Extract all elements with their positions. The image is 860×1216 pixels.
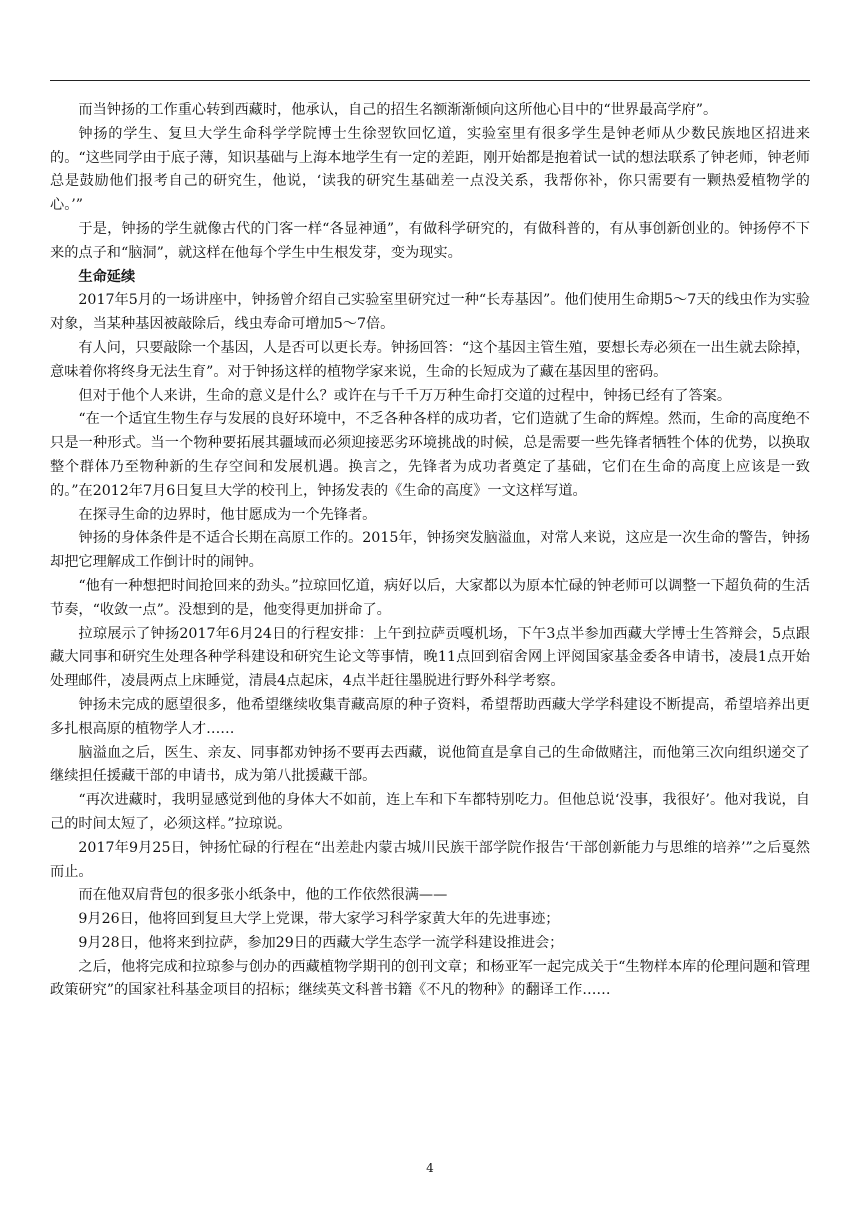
paragraph: 钟扬的学生、复旦大学生命科学学院博士生徐翌钦回忆道，实验室里有很多学生是钟老师从少数民族地区招进来的。“这些同学由于底子薄，知识基础与上海本地学生有一定的差距，刚开始都是抱着试一试的想法联系了钟老师，钟老师总是鼓励他们报考自己的研究生，他说，‘读我的研究生基础差一点没关系，我帮你补，你只需要有一颗热爱植物学的心。’” [50, 125, 810, 214]
paragraph: 脑溢血之后，医生、亲友、同事都劝钟扬不要再去西藏，说他简直是拿自己的生命做赌注，而他第三次向组织递交了继续担任援藏干部的申请书，成为第八批援藏干部。 [50, 744, 810, 785]
section-heading: 生命延续 [78, 268, 136, 285]
paragraph: 但对于他个人来讲，生命的意义是什么？或许在与千千万万种生命打交道的过程中，钟扬已经有了答案。 [78, 387, 732, 404]
paragraph: 而在他双肩背包的很多张小纸条中，他的工作依然很满—— [78, 887, 448, 904]
paragraph: 9月26日，他将回到复旦大学上党课，带大家学习科学家黄大年的先进事迹； [78, 911, 560, 928]
paragraph: 之后，他将完成和拉琼参与创办的西藏植物学期刊的创刊文章；和杨亚军一起完成关于“生物样本库的伦理问题和管理政策研究”的国家社科基金项目的招标；继续英文科普书籍《不凡的物种》的翻译工作…… [50, 958, 810, 999]
paragraph: 钟扬的身体条件是不适合长期在高原工作的。2015年，钟扬突发脑溢血，对常人来说，这应是一次生命的警告，钟扬却把它理解成工作倒计时的闹钟。 [50, 530, 810, 571]
paragraph: 钟扬未完成的愿望很多，他希望继续收集青藏高原的种子资料，希望帮助西藏大学学科建设不断提高，希望培养出更多扎根高原的植物学人才…… [50, 696, 810, 737]
article-body [50, 99, 810, 1003]
paragraph: “再次进藏时，我明显感觉到他的身体大不如前，连上车和下车都特别吃力。但他总说‘没事，我很好’。他对我说，自己的时间太短了，必须这样。”拉琼说。 [50, 792, 810, 832]
paragraph: “他有一种想把时间抢回来的劲头。”拉琼回忆道，病好以后，大家都以为原本忙碌的钟老师可以调整一下超负荷的生活节奏，“收敛一点”。没想到的是，他变得更加拼命了。 [50, 577, 810, 618]
paragraph: 有人问，只要敲除一个基因，人是否可以更长寿。钟扬回答：“这个基因主管生殖，要想长寿必须在一出生就去除掉，意味着你将终身无法生育”。对于钟扬这样的植物学家来说，生命的长短成为了藏在基因里的密码。 [50, 339, 810, 380]
header-rule [50, 80, 810, 81]
paragraph: 2017年5月的一场讲座中，钟扬曾介绍自己实验室里研究过一种“长寿基因”。他们使用生命期5～7天的线虫作为实验对象，当某种基因被敲除后，线虫寿命可增加5～7倍。 [50, 292, 810, 333]
paragraph: 9月28日，他将来到拉萨，参加29日的西藏大学生态学一流学科建设推进会； [78, 934, 564, 951]
paragraph: 2017年9月25日，钟扬忙碌的行程在“出差赴内蒙古城川民族干部学院作报告‘干部创新能力与思维的培养’”之后戛然而止。 [50, 839, 810, 880]
paragraph: “在一个适宜生物生存与发展的良好环境中，不乏各种各样的成功者，它们造就了生命的辉煌。然而，生命的高度绝不只是一种形式。当一个物种要拓展其疆域而必须迎接恶劣环境挑战的时候，总是需要一些先锋者牺牲个体的优势，以换取整个群体乃至物种新的生存空间和发展机遇。换言之，先锋者为成功者奠定了基础，它们在生命的高度上应该是一致的。”在2012年7月6日复旦大学的校刊上，钟扬发表的《生命的高度》一文这样写道。 [50, 411, 810, 499]
paragraph: 而当钟扬的工作重心转到西藏时，他承认，自己的招生名额渐渐倾向这所他心目中的“世界最高学府”。 [78, 102, 718, 118]
page-number: 4 [426, 1161, 434, 1175]
paragraph: 拉琼展示了钟扬2017年6月24日的行程安排：上午到拉萨贡嘎机场，下午3点半参加西藏大学博士生答辩会，5点跟藏大同事和研究生处理各种学科建设和研究生论文等事情，晚11点回到宿舍网上评阅国家基金委各申请书，凌晨1点开始处理邮件，凌晨两点上床睡觉，清晨4点起床，4点半赶往墨脱进行野外科学考察。 [50, 625, 810, 690]
paragraph: 在探寻生命的边界时，他甘愿成为一个先锋者。 [78, 506, 377, 523]
paragraph: 于是，钟扬的学生就像古代的门客一样“各显神通”，有做科学研究的，有做科普的，有从事创新创业的。钟扬停不下来的点子和“脑洞”，就这样在他每个学生中生根发芽，变为现实。 [50, 220, 810, 261]
